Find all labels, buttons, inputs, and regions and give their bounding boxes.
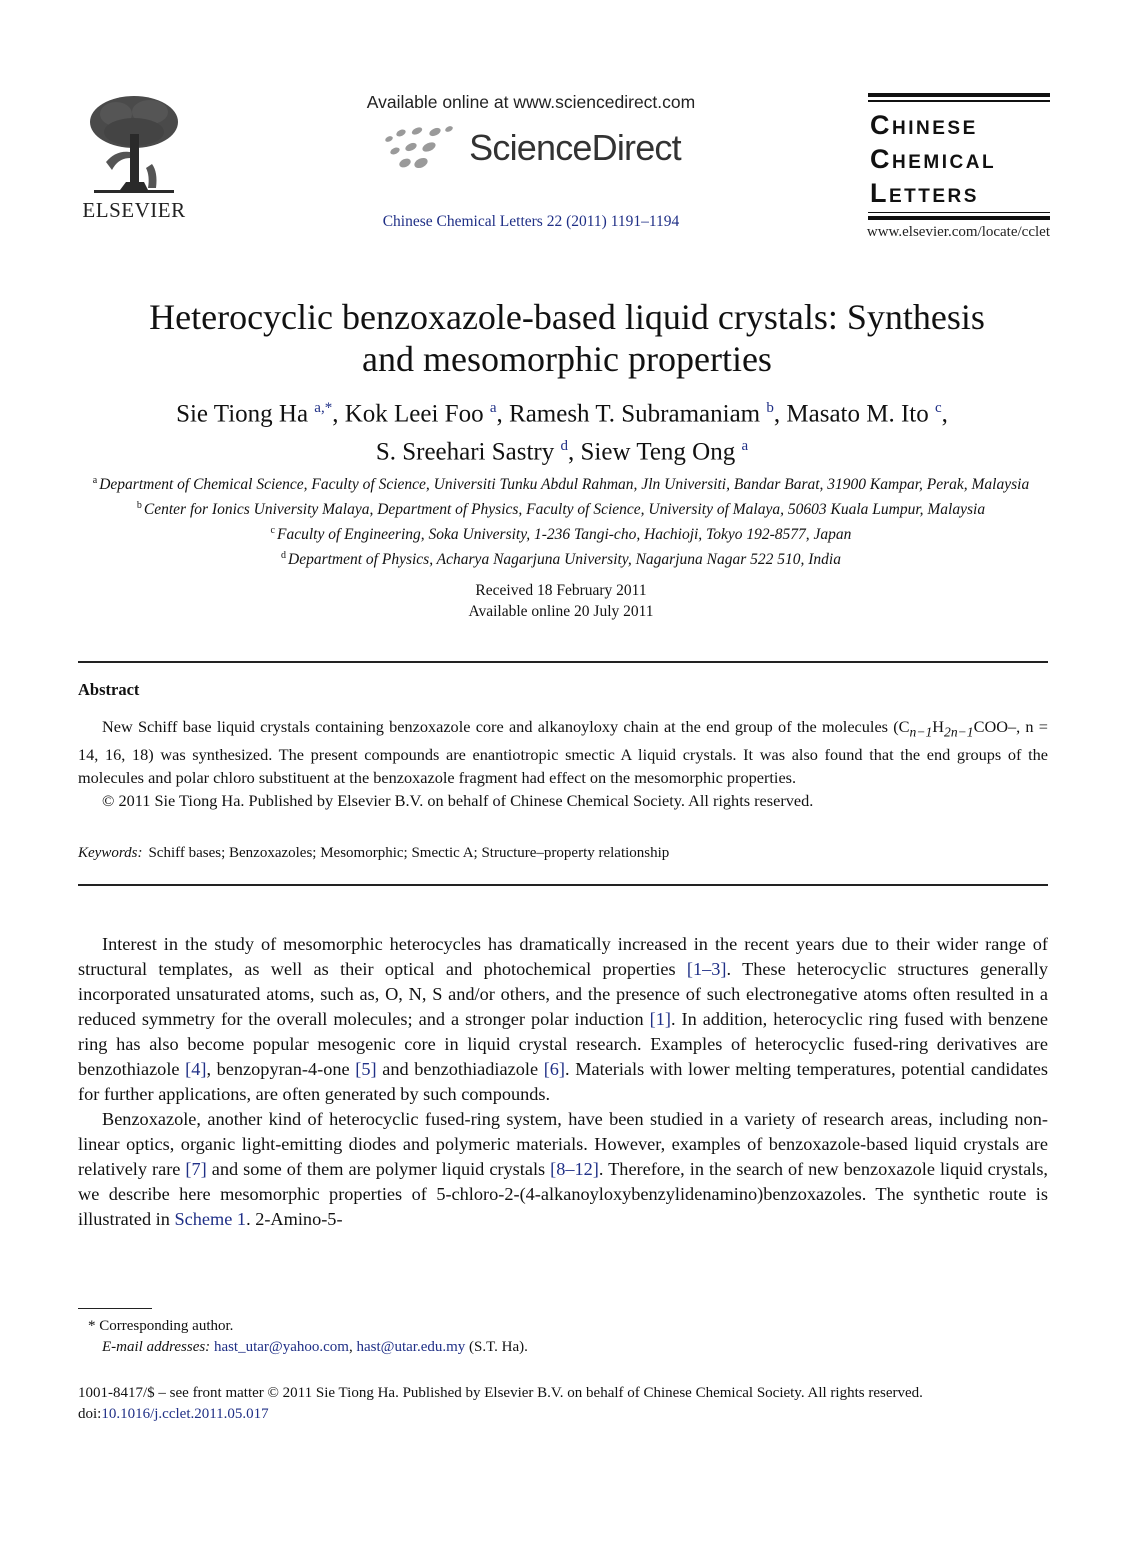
- journal-logo-line: Chinese: [870, 109, 978, 140]
- reference-link[interactable]: [7]: [185, 1159, 207, 1179]
- reference-link[interactable]: [1–3]: [686, 959, 727, 979]
- front-matter-footer: [78, 1383, 1048, 1425]
- abstract-body: [78, 715, 1048, 812]
- email-label: E-mail addresses:: [102, 1339, 211, 1355]
- keywords: [78, 845, 1048, 862]
- divider: [78, 661, 1048, 663]
- author-line: Sie Tiong Ha $^{a,*}$, Kok Leei Foo $^a$, Ramesh T. Subramaniam $^b$, Masato M. Ito $^c$,: [176, 400, 948, 428]
- header-center: [330, 92, 732, 231]
- logo-rule: [868, 93, 1050, 97]
- received-date: Received 18 February 2011: [475, 582, 647, 599]
- affiliation: $^c$ Faculty of Engineering, Soka University, 1-236 Tangi-cho, Hachioji, Tokyo 192-8577, Japan: [270, 525, 852, 544]
- journal-logo: [868, 93, 1050, 220]
- article-dates: [78, 580, 1044, 622]
- elsevier-logo: [78, 92, 190, 224]
- sciencedirect-wordmark: ScienceDirect: [469, 127, 681, 168]
- affiliation: $^a$ Department of Chemical Science, Faculty of Science, Universiti Tunku Abdul Rahman, Jln Universiti, Bandar Barat, 31900 Kampar, Perak, Malaysia: [92, 475, 1030, 494]
- reference-link[interactable]: [1]: [649, 1009, 671, 1029]
- reference-link[interactable]: [8–12]: [550, 1159, 599, 1179]
- doi-line: doi:10.1016/j.cclet.2011.05.017: [78, 1406, 269, 1422]
- abstract-paragraph: New Schiff base liquid crystals containing benzoxazole core and alkanoyloxy chain at the end group of the molecules ($C_{n-1}H_{2n-1}COO-$, n = 14, 16, 18) was synthesized. The present compounds are enantiotropic smectic A liquid crystals. It was also found that the end groups of the molecules and polar chloro substituent at the benzoxazole fragment had effect on the mesomorphic properties.: [78, 717, 1048, 788]
- publisher-wordmark: ELSEVIER: [82, 198, 186, 222]
- affiliation-list: [78, 470, 1044, 571]
- author-name: Kok Leei Foo: [344, 400, 484, 428]
- keywords-label: Keywords:: [78, 845, 143, 861]
- author-name: S. Sreehari Sastry: [375, 438, 555, 466]
- abstract-heading: Abstract: [78, 680, 140, 699]
- logo-rule: [868, 216, 1050, 220]
- author-list: [80, 392, 1044, 469]
- author-name: Ramesh T. Subramaniam: [509, 400, 761, 428]
- reference-link[interactable]: [4]: [185, 1059, 207, 1079]
- affiliation: $^b$ Center for Ionics University Malaya, Department of Physics, Faculty of Science, University of Malaya, 50603 Kuala Lumpur, Malaysia: [136, 500, 986, 519]
- author-name: Siew Teng Ong: [580, 438, 736, 466]
- front-matter-text: 1001-8417/$ – see front matter © 2011 Sie Tiong Ha. Published by Elsevier B.V. on behalf of Chinese Chemical Society. All rights reserved.: [78, 1385, 923, 1401]
- keywords-list: Schiff bases; Benzoxazoles; Mesomorphic; Smectic A; Structure–property relationship: [148, 845, 670, 861]
- email-link[interactable]: hast@utar.edu.my: [356, 1339, 466, 1355]
- author-name: Masato M. Ito: [786, 400, 929, 428]
- author-affiliation-link[interactable]: d: [560, 438, 569, 455]
- scheme-link[interactable]: Scheme 1: [174, 1209, 247, 1229]
- affiliation: $^d$ Department of Physics, Acharya Nagarjuna University, Nagarjuna Nagar 522 510, India: [281, 550, 841, 569]
- author-name: Sie Tiong Ha: [176, 400, 309, 428]
- sciencedirect-logo: [330, 123, 732, 173]
- doi-link[interactable]: 10.1016/j.cclet.2011.05.017: [101, 1406, 269, 1422]
- footnotes: [88, 1316, 528, 1358]
- journal-citation-link[interactable]: Chinese Chemical Letters 22 (2011) 1191–1194: [382, 213, 680, 230]
- author-affiliation-link[interactable]: a: [741, 438, 749, 455]
- sciencedirect-dots-icon: [381, 125, 459, 171]
- available-online-text: Available online at www.sciencedirect.com: [366, 92, 696, 112]
- corresponding-author-note: * Corresponding author.: [88, 1318, 234, 1334]
- divider: [78, 884, 1048, 886]
- journal-logo-line: Chemical: [870, 143, 997, 174]
- body-paragraph: Interest in the study of mesomorphic heterocycles has dramatically increased in the recent years due to their wider range of structural templates, as well as their optical and photochemical properties [1–3]. These heterocyclic structures generally incorporated unsaturated atoms, such as, O, N, S and/or others, and the presence of such electronegative atoms often resulted in a reduced symmetry for the overall molecules; and a stronger polar induction [1]. In addition, heterocyclic ring fused with benzene ring has also become popular mesogenic core in liquid crystal research. Examples of heterocyclic fused-ring derivatives are benzothiazole [4], benzopyran-4-one [5] and benzothiadiazole [6]. Materials with lower melting temperatures, potential candidates for further applications, are often generated by such compounds.: [78, 934, 1049, 1104]
- email-note: E-mail addresses: hast_utar@yahoo.com, hast@utar.edu.my (S.T. Ha).: [102, 1339, 528, 1355]
- elsevier-tree-icon: [86, 92, 182, 196]
- reference-link[interactable]: [6]: [543, 1059, 566, 1079]
- author-affiliation-link[interactable]: a: [489, 400, 497, 416]
- available-date: Available online 20 July 2011: [468, 603, 654, 620]
- author-affiliation-link[interactable]: c: [935, 400, 942, 416]
- journal-logo-title: [868, 102, 1050, 212]
- logo-rule: [868, 212, 1050, 214]
- author-affiliation-link[interactable]: b: [766, 400, 774, 416]
- body-paragraph: Benzoxazole, another kind of heterocyclic fused-ring system, have been studied in a variety of research areas, including non-linear optics, organic light-emitting diodes and polymeric materials. However, examples of benzoxazole-based liquid crystals are relatively rare [7] and some of them are polymer liquid crystals [8–12]. Therefore, in the search of new benzoxazole liquid crystals, we describe here mesomorphic properties of 5-chloro-2-(4-alkanoyloxybenzylidenamino)benzoxazoles. The synthetic route is illustrated in Scheme 1. 2-Amino-5-: [78, 1109, 1049, 1229]
- journal-logo-line: Letters: [870, 177, 979, 208]
- journal-url[interactable]: www.elsevier.com/locate/cclet: [866, 224, 1050, 240]
- author-affiliation-link[interactable]: a,*: [314, 400, 333, 416]
- body-text: [78, 932, 1048, 1232]
- author-line: S. Sreehari Sastry $^d$, Siew Teng Ong $^a$: [375, 438, 749, 466]
- footnote-rule: [78, 1308, 152, 1309]
- abstract-copyright: © 2011 Sie Tiong Ha. Published by Elsevier B.V. on behalf of Chinese Chemical Society. All rights reserved.: [102, 791, 814, 811]
- reference-link[interactable]: [5]: [355, 1059, 377, 1079]
- email-link[interactable]: hast_utar@yahoo.com: [213, 1339, 349, 1355]
- paper-title: Heterocyclic benzoxazole-based liquid crystals: Synthesis and mesomorphic properties: [149, 297, 985, 379]
